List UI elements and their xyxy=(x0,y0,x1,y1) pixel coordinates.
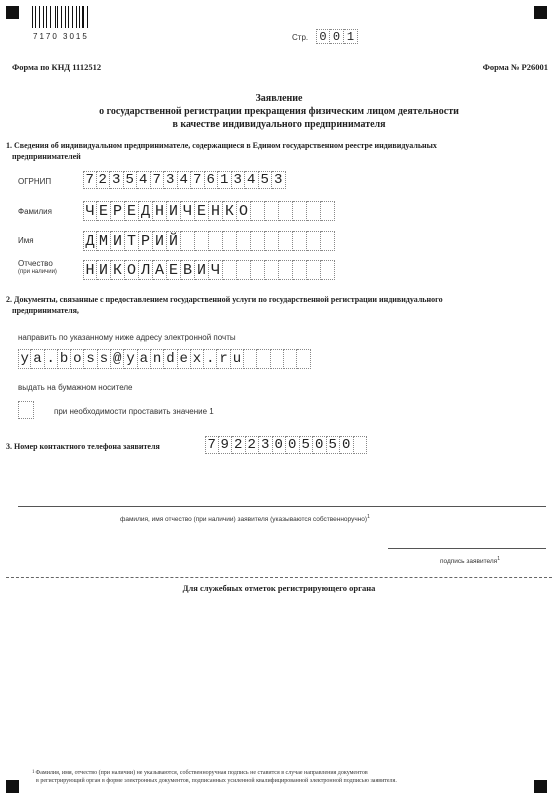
name-char-cell: Т xyxy=(125,231,139,251)
ogrnip-char-cell: 3 xyxy=(164,171,178,189)
surname-char-cell: Ч xyxy=(181,201,195,221)
ogrnip-char-cell: 4 xyxy=(245,171,259,189)
name-char-cell xyxy=(195,231,209,251)
patronymic-char-cell: А xyxy=(153,260,167,280)
email-char-cell xyxy=(284,349,297,369)
page-digit-cell: 0 xyxy=(316,29,330,44)
surname-field[interactable] xyxy=(83,201,335,221)
paper-hint: при необходимости проставить значение 1 xyxy=(54,407,214,416)
name-char-cell xyxy=(251,231,265,251)
paper-checkbox[interactable] xyxy=(18,401,34,419)
email-char-cell: s xyxy=(98,349,111,369)
fio-caption-text: фамилия, имя отчество (при наличии) заявителя (указываются собственноручно) xyxy=(120,516,368,524)
ogrnip-char-cell: 2 xyxy=(97,171,111,189)
barcode-number: 7170 3015 xyxy=(33,32,89,41)
corner-marker-top-right xyxy=(534,6,547,19)
footnote-mark: 1 xyxy=(32,770,35,775)
name-char-cell xyxy=(321,231,335,251)
email-char-cell: s xyxy=(84,349,97,369)
corner-marker-top-left xyxy=(6,6,19,19)
official-divider xyxy=(6,577,552,578)
email-char-cell: y xyxy=(18,349,31,369)
barcode-bar xyxy=(62,6,63,28)
email-char-cell: @ xyxy=(111,349,124,369)
ogrnip-char-cell: 5 xyxy=(124,171,138,189)
patronymic-char-cell: К xyxy=(111,260,125,280)
barcode-bar xyxy=(82,6,83,28)
phone-char-cell: 0 xyxy=(273,436,287,454)
name-char-cell xyxy=(293,231,307,251)
patronymic-char-cell: В xyxy=(181,260,195,280)
name-char-cell xyxy=(223,231,237,251)
surname-char-cell xyxy=(307,201,321,221)
phone-char-cell: 5 xyxy=(300,436,314,454)
page-digit-cell: 0 xyxy=(330,29,344,44)
patronymic-char-cell: Н xyxy=(83,260,97,280)
surname-char-cell: И xyxy=(167,201,181,221)
patronymic-char-cell xyxy=(279,260,293,280)
patronymic-char-cell: Ч xyxy=(209,260,223,280)
name-char-cell: Й xyxy=(167,231,181,251)
surname-char-cell xyxy=(251,201,265,221)
sign-caption-text: подпись заявителя xyxy=(440,558,498,566)
ogrnip-char-cell: 7 xyxy=(151,171,165,189)
ogrnip-char-cell: 3 xyxy=(272,171,286,189)
surname-char-cell xyxy=(321,201,335,221)
form-knd: Форма по КНД 1112512 xyxy=(12,62,102,72)
phone-char-cell: 2 xyxy=(232,436,246,454)
phone-char-cell: 7 xyxy=(205,436,219,454)
sign-line xyxy=(388,548,546,549)
patronymic-char-cell xyxy=(251,260,265,280)
official-heading: Для служебных отметок регистрирующего органа xyxy=(182,583,376,593)
surname-char-cell: Ч xyxy=(83,201,97,221)
sign-caption-sup: 1 xyxy=(497,556,500,562)
section-2-heading-line-2: предпринимателя, xyxy=(12,305,79,315)
ogrnip-char-cell: 7 xyxy=(191,171,205,189)
section-1-heading xyxy=(6,141,437,162)
surname-char-cell: Е xyxy=(195,201,209,221)
barcode-bar xyxy=(46,6,47,28)
ogrnip-char-cell: 5 xyxy=(259,171,273,189)
phone-field[interactable] xyxy=(205,436,367,454)
name-char-cell xyxy=(181,231,195,251)
email-char-cell: r xyxy=(217,349,230,369)
surname-char-cell xyxy=(265,201,279,221)
surname-char-cell: Н xyxy=(153,201,167,221)
surname-char-cell: К xyxy=(223,201,237,221)
title-line-2: о государственной регистрации прекращения физическим лицом деятельности xyxy=(99,106,459,117)
email-char-cell: y xyxy=(124,349,137,369)
email-char-cell: . xyxy=(204,349,217,369)
email-char-cell: n xyxy=(151,349,164,369)
fio-caption-sup: 1 xyxy=(367,514,370,520)
email-char-cell xyxy=(257,349,270,369)
phone-char-cell: 3 xyxy=(259,436,273,454)
ogrnip-char-cell: 7 xyxy=(83,171,97,189)
title-line-1: Заявление xyxy=(255,93,303,104)
patronymic-note: (при наличии) xyxy=(18,269,57,275)
name-char-cell: Р xyxy=(139,231,153,251)
patronymic-char-cell: Л xyxy=(139,260,153,280)
barcode-bar xyxy=(66,6,67,28)
surname-label: Фамилия xyxy=(18,207,52,216)
phone-char-cell: 9 xyxy=(219,436,233,454)
email-label: направить по указанному ниже адресу электронной почты xyxy=(18,333,236,342)
email-char-cell: b xyxy=(58,349,71,369)
phone-char-cell: 5 xyxy=(327,436,341,454)
name-char-cell: И xyxy=(111,231,125,251)
document-title xyxy=(0,92,558,131)
surname-char-cell: Д xyxy=(139,201,153,221)
patronymic-char-cell: И xyxy=(97,260,111,280)
ogrnip-label: ОГРНИП xyxy=(18,177,52,186)
section-2-heading-line-1: 2. Документы, связанные с предоставлением государственной услуги по государственной регистрации индивидуального xyxy=(6,295,443,304)
patronymic-char-cell xyxy=(265,260,279,280)
barcode xyxy=(32,6,90,28)
barcode-bar xyxy=(68,6,69,28)
fio-caption xyxy=(120,514,370,523)
surname-char-cell: Е xyxy=(97,201,111,221)
ogrnip-char-cell: 4 xyxy=(178,171,192,189)
surname-char-cell: Н xyxy=(209,201,223,221)
name-char-cell xyxy=(209,231,223,251)
ogrnip-char-cell: 3 xyxy=(110,171,124,189)
name-char-cell xyxy=(265,231,279,251)
email-char-cell xyxy=(297,349,310,369)
patronymic-char-cell xyxy=(223,260,237,280)
surname-char-cell xyxy=(279,201,293,221)
phone-char-cell: 2 xyxy=(246,436,260,454)
ogrnip-char-cell: 3 xyxy=(232,171,246,189)
email-char-cell: . xyxy=(45,349,58,369)
patronymic-char-cell: О xyxy=(125,260,139,280)
barcode-bar xyxy=(77,6,78,28)
corner-marker-bottom-left xyxy=(6,780,19,793)
name-char-cell xyxy=(307,231,321,251)
surname-char-cell xyxy=(293,201,307,221)
barcode-bar xyxy=(52,6,53,28)
email-field[interactable] xyxy=(18,349,311,369)
patronymic-char-cell xyxy=(293,260,307,280)
fio-signature-line xyxy=(18,506,546,507)
surname-char-cell: Е xyxy=(125,201,139,221)
ogrnip-field[interactable] xyxy=(83,171,286,189)
section-1-heading-line-2: предпринимателей xyxy=(12,151,81,161)
patronymic-char-cell xyxy=(307,260,321,280)
email-char-cell: x xyxy=(191,349,204,369)
footnote-line-2: в регистрирующий орган в форме электронных документов, подписанных усиленной квалифицированной электронной подписью заявителя. xyxy=(36,778,397,784)
page-label: Стр. xyxy=(292,33,309,42)
section-1-heading-line-1: 1. Сведения об индивидуальном предпринимателе, содержащиеся в Едином государственном реестре индивидуальных xyxy=(6,141,437,150)
email-char-cell: a xyxy=(31,349,44,369)
title-line-3: в качестве индивидуального предпринимателя xyxy=(172,119,386,130)
name-char-cell xyxy=(279,231,293,251)
email-char-cell xyxy=(271,349,284,369)
ogrnip-char-cell: 6 xyxy=(205,171,219,189)
name-char-cell: Д xyxy=(83,231,97,251)
patronymic-char-cell xyxy=(321,260,335,280)
paper-checkbox-cell xyxy=(18,401,34,419)
patronymic-label: Отчество xyxy=(18,259,53,268)
footnote xyxy=(32,769,532,785)
name-field[interactable] xyxy=(83,231,335,251)
corner-marker-bottom-right xyxy=(534,780,547,793)
patronymic-field[interactable] xyxy=(83,260,335,280)
phone-char-cell: 0 xyxy=(286,436,300,454)
patronymic-char-cell: И xyxy=(195,260,209,280)
surname-char-cell: Р xyxy=(111,201,125,221)
ogrnip-char-cell: 4 xyxy=(137,171,151,189)
paper-label: выдать на бумажном носителе xyxy=(18,383,133,392)
email-char-cell: d xyxy=(164,349,177,369)
barcode-bar xyxy=(57,6,58,28)
patronymic-char-cell: Е xyxy=(167,260,181,280)
ogrnip-char-cell: 1 xyxy=(218,171,232,189)
name-char-cell: М xyxy=(97,231,111,251)
phone-char-cell xyxy=(354,436,368,454)
phone-char-cell: 0 xyxy=(340,436,354,454)
phone-char-cell: 0 xyxy=(313,436,327,454)
page-number-cells xyxy=(316,29,358,44)
section-2-heading xyxy=(6,295,443,316)
name-label: Имя xyxy=(18,236,34,245)
email-char-cell: o xyxy=(71,349,84,369)
page-digit-cell: 1 xyxy=(344,29,358,44)
email-char-cell xyxy=(244,349,257,369)
name-char-cell xyxy=(237,231,251,251)
sign-caption xyxy=(440,556,500,565)
section-3-heading: 3. Номер контактного телефона заявителя xyxy=(6,442,160,451)
footnote-line-1: Фамилия, имя, отчество (при наличии) не указываются, собственноручная подпись не ставится в случае направления документов xyxy=(35,770,368,776)
surname-char-cell: О xyxy=(237,201,251,221)
patronymic-char-cell xyxy=(237,260,251,280)
email-char-cell: e xyxy=(178,349,191,369)
barcode-bar xyxy=(39,6,40,28)
name-char-cell: И xyxy=(153,231,167,251)
email-char-cell: a xyxy=(138,349,151,369)
email-char-cell: u xyxy=(231,349,244,369)
form-number: Форма № Р26001 xyxy=(482,62,548,72)
